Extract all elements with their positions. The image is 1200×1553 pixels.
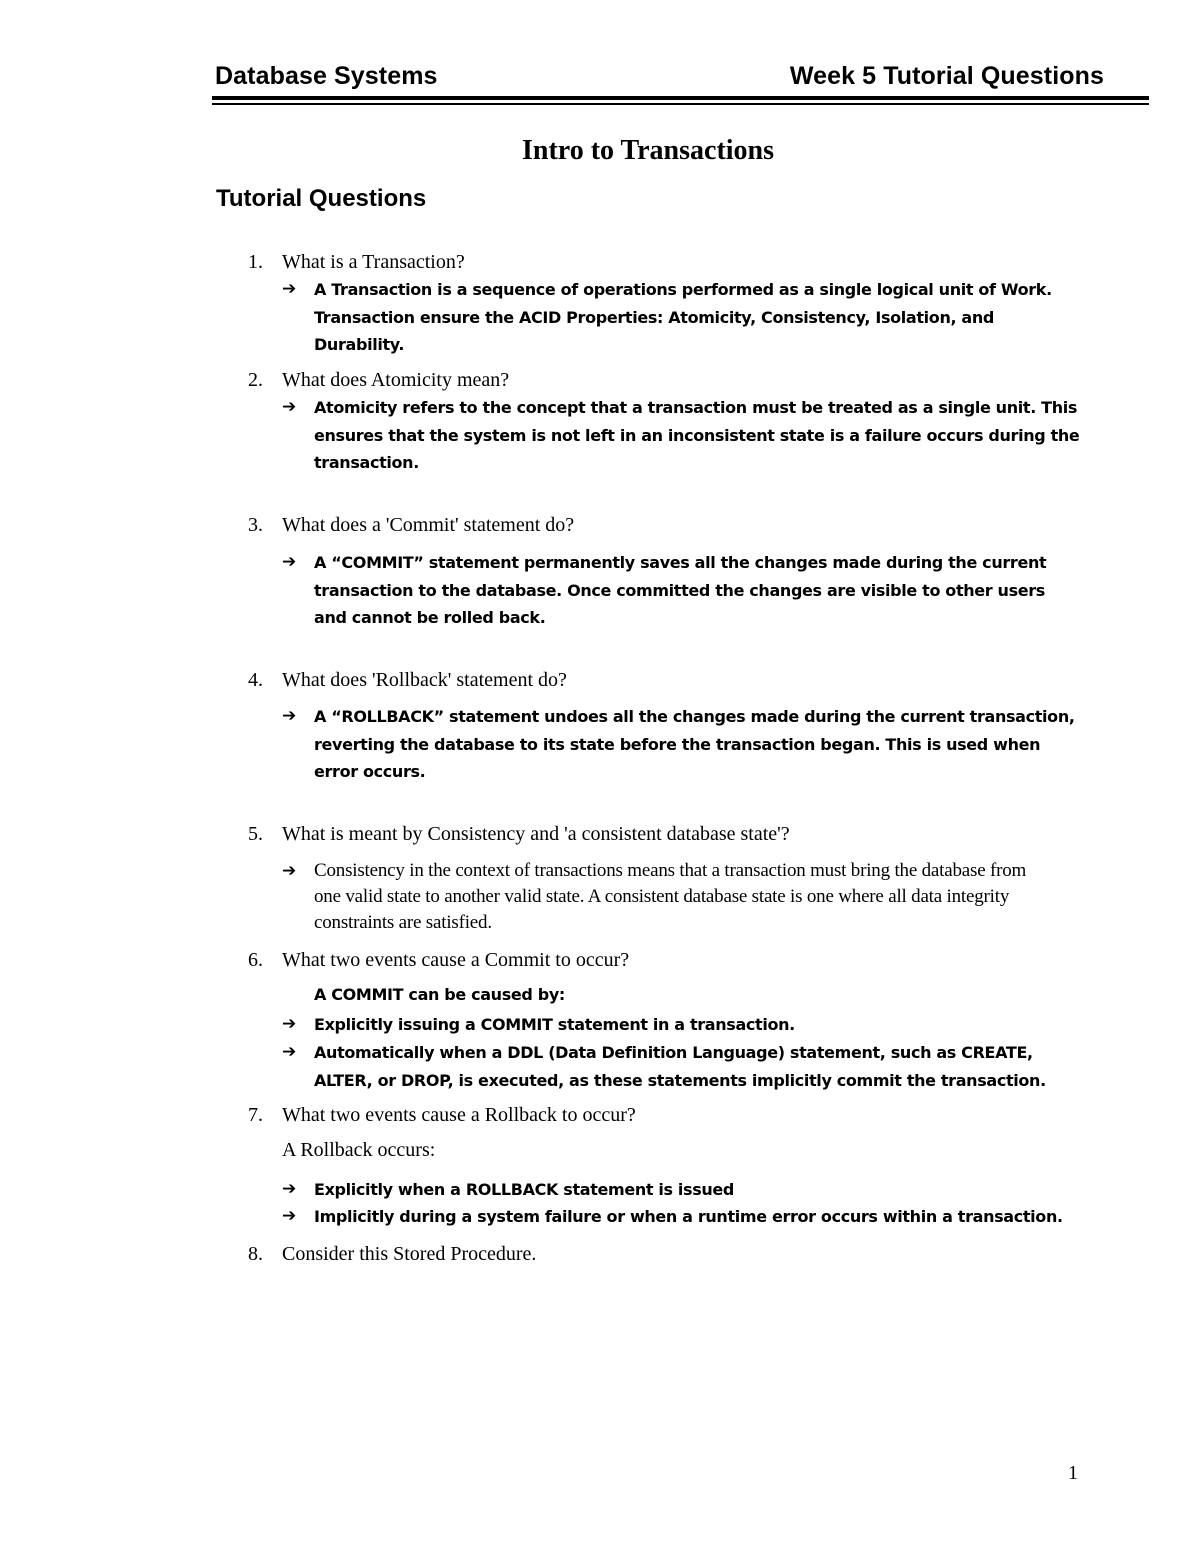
question-number: 7.: [248, 1104, 263, 1126]
answer-text: Consistency in the context of transactions means that a transaction must bring the database from one valid state to another valid state. A consistent database state is one where all data integrity constraints are satisfied.: [314, 860, 1027, 933]
answer-text: Atomicity refers to the concept that a transaction must be treated as a single unit. This ensures that the system is not left in an inconsistent state is a failure occurs during the transaction.: [314, 398, 1080, 472]
question-5: [248, 821, 790, 847]
answer-2: [282, 394, 1082, 477]
answer-7-bullet-2: [282, 1203, 1082, 1231]
answer-text: Implicitly during a system failure or when a runtime error occurs within a transaction.: [314, 1207, 1063, 1226]
question-text: What is a Transaction?: [282, 251, 465, 273]
answer-1: [282, 276, 1082, 359]
question-3: [248, 512, 574, 538]
document-title: Intro to Transactions: [521, 135, 775, 166]
question-number: 4.: [248, 669, 263, 691]
header-week: Week 5 Tutorial Questions: [789, 62, 1104, 90]
arrow-icon: ➔: [282, 397, 296, 417]
header-rule-thick: [212, 96, 1149, 100]
answer-4: [282, 703, 1082, 786]
question-text: What two events cause a Rollback to occur?: [282, 1104, 636, 1126]
arrow-icon: ➔: [282, 1042, 296, 1062]
header-course: Database Systems: [215, 62, 438, 90]
page-header: [215, 60, 1149, 110]
question-text: What is meant by Consistency and 'a consistent database state'?: [282, 823, 790, 845]
question-6: [248, 947, 629, 973]
arrow-icon: ➔: [282, 1206, 296, 1226]
arrow-icon: ➔: [282, 706, 296, 726]
question-number: 5.: [248, 823, 263, 845]
arrow-icon: ➔: [282, 861, 297, 881]
answer-7-intro: A Rollback occurs:: [282, 1139, 436, 1161]
question-text: What does Atomicity mean?: [282, 369, 510, 391]
question-2: [248, 367, 509, 393]
arrow-icon: ➔: [282, 552, 296, 572]
answer-text: Explicitly issuing a COMMIT statement in a transaction.: [314, 1015, 795, 1034]
question-number: 1.: [248, 251, 263, 273]
answer-6-bullet-1: [282, 1011, 1082, 1039]
answer-7-bullet-1: [282, 1176, 1082, 1204]
question-number: 8.: [248, 1243, 263, 1265]
question-4: [248, 667, 567, 693]
arrow-icon: ➔: [282, 1179, 296, 1199]
question-text: Consider this Stored Procedure.: [282, 1243, 537, 1265]
question-7: [248, 1102, 636, 1128]
answer-5: [282, 858, 1057, 936]
question-1: [248, 249, 465, 275]
question-text: What does 'Rollback' statement do?: [282, 669, 567, 691]
answer-text: Explicitly when a ROLLBACK statement is issued: [314, 1180, 735, 1199]
answer-3: [282, 549, 1082, 632]
answer-text: A Transaction is a sequence of operations performed as a single logical unit of Work. Transaction ensure the ACID Properties: Atomicity, Consistency, Isolation, and Durability.: [314, 280, 1052, 354]
answer-text: Automatically when a DDL (Data Definition Language) statement, such as CREATE, ALTER, or DROP, is executed, as these statements implicitly commit the transaction.: [314, 1043, 1046, 1090]
question-text: What two events cause a Commit to occur?: [282, 949, 630, 971]
question-text: What does a 'Commit' statement do?: [282, 514, 575, 536]
page-number: 1: [1068, 1462, 1078, 1484]
answer-text: A “COMMIT” statement permanently saves all the changes made during the current transaction to the database. Once committed the changes are visible to other users and cannot be rolled back.: [314, 553, 1047, 627]
question-8: [248, 1241, 536, 1267]
answer-6-bullet-2: [282, 1039, 1082, 1094]
question-number: 2.: [248, 369, 263, 391]
arrow-icon: ➔: [282, 279, 296, 299]
question-number: 6.: [248, 949, 263, 971]
answer-text: A “ROLLBACK” statement undoes all the changes made during the current transaction, reverting the database to its state before the transaction began. This is used when error occurs.: [314, 707, 1075, 781]
answer-6-intro: A COMMIT can be caused by:: [314, 985, 565, 1004]
question-number: 3.: [248, 514, 263, 536]
arrow-icon: ➔: [282, 1014, 296, 1034]
header-rule-thin: [212, 103, 1149, 105]
section-heading: Tutorial Questions: [216, 185, 427, 212]
